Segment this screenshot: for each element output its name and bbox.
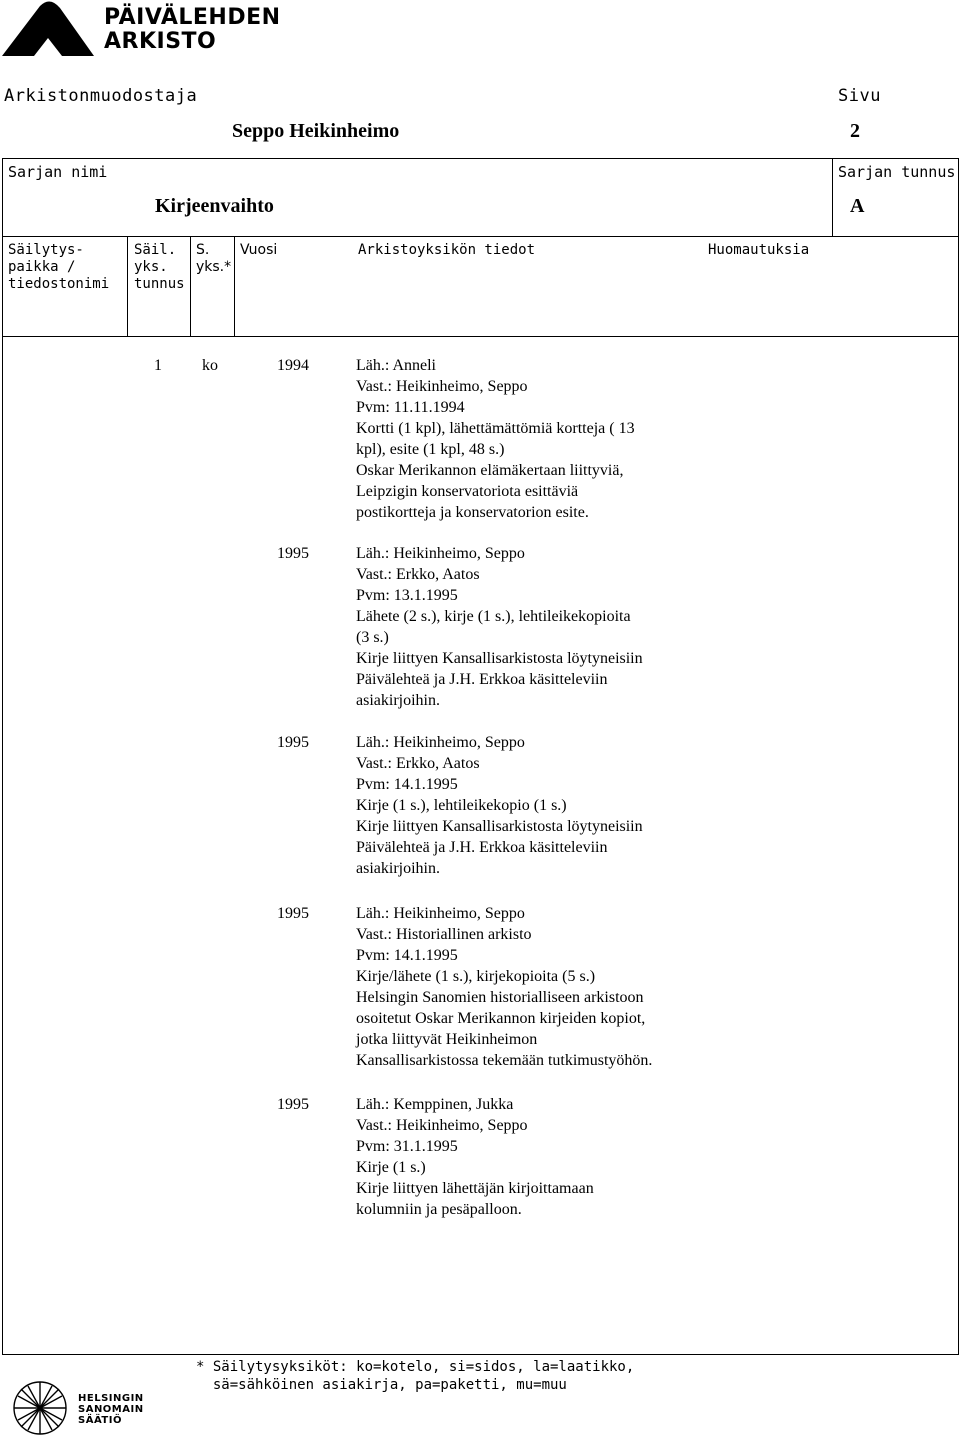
- unit-id: 1: [154, 357, 162, 374]
- unit-type: ko: [202, 357, 218, 374]
- frame-right: [958, 158, 959, 1354]
- helsingin-sanomain-saatio-logo-icon: [8, 1376, 72, 1440]
- col-divider-2: [190, 236, 191, 336]
- series-name: Kirjeenvaihto: [155, 195, 274, 217]
- entry-year: 1995: [277, 905, 309, 922]
- series-id-label: Sarjan tunnus: [838, 163, 956, 181]
- foot-logo-text: HELSINGIN SANOMAIN SÄÄTIÖ: [78, 1393, 144, 1426]
- entry-details: Läh.: Anneli Vast.: Heikinheimo, Seppo Pvm: 11.11.1994 Kortti (1 kpl), lähettämättömiä kortteja ( 13 kpl), esite (1 kpl, 48 s.) Oskar Merikannon elämäkertaan liittyviä, Leipzigin konservatoriota esittäviä postikortteja ja konservatorion esite.: [356, 357, 635, 521]
- frame-bottom: [2, 1354, 959, 1355]
- logo-line-1: PÄIVÄLEHDEN: [104, 5, 281, 30]
- entry-year: 1995: [277, 734, 309, 751]
- col-header-unit-id: Säil. yks. tunnus: [134, 242, 185, 292]
- entry-details: Läh.: Heikinheimo, Seppo Vast.: Historiallinen arkisto Pvm: 14.1.1995 Kirje/lähete (1 s.), kirjekopioita (5 s.) Helsingin Sanomien historialliseen arkistoon osoitetut Oskar Merikannon kirjeiden kopiot, jotka liittyvät Heikinheimon Kansallisarkistossa tekemään tutkimustyöhön.: [356, 905, 653, 1069]
- entry-details: Läh.: Heikinheimo, Seppo Vast.: Erkko, Aatos Pvm: 14.1.1995 Kirje (1 s.), lehtileikekopio (1 s.) Kirje liittyen Kansallisarkistosta löytyneisiin Päivälehteä ja J.H. Erkkoa käsitteleviin asiakirjoihin.: [356, 734, 643, 877]
- archive-creator-label: Arkistonmuodostaja: [4, 86, 198, 106]
- series-box-bottom: [2, 236, 959, 237]
- series-box-divider: [832, 158, 833, 236]
- entry-year: 1995: [277, 1096, 309, 1113]
- archive-creator-name: Seppo Heikinheimo: [232, 120, 400, 142]
- page-label: Sivu: [838, 86, 881, 106]
- col-header-unit-type: S. yks.*: [196, 242, 232, 275]
- series-name-label: Sarjan nimi: [8, 163, 108, 181]
- paivalehden-arkisto-logo-icon: [0, 0, 96, 60]
- logo-text: [104, 6, 281, 54]
- column-header-bottom: [2, 336, 959, 337]
- page-number: 2: [850, 120, 860, 142]
- entry-year: 1994: [277, 357, 309, 374]
- logo-line-2: ARKISTO: [104, 29, 217, 54]
- entry-year: 1995: [277, 545, 309, 562]
- frame-left: [2, 158, 3, 1354]
- col-divider-1: [127, 236, 128, 336]
- col-header-year: Vuosi: [240, 242, 278, 258]
- series-id: A: [850, 195, 865, 217]
- col-header-storage: Säilytys- paikka / tiedostonimi: [8, 242, 110, 292]
- entry-details: Läh.: Heikinheimo, Seppo Vast.: Erkko, Aatos Pvm: 13.1.1995 Lähete (2 s.), kirje (1 s.), lehtileikekopioita (3 s.) Kirje liittyen Kansallisarkistosta löytyneisiin Päivälehteä ja J.H. Erkkoa käsitteleviin asiakirjoihin.: [356, 545, 643, 709]
- entry-details: Läh.: Kemppinen, Jukka Vast.: Heikinheimo, Seppo Pvm: 31.1.1995 Kirje (1 s.) Kirje liittyen lähettäjän kirjoittamaan kolumniin ja pesäpalloon.: [356, 1096, 594, 1218]
- storage-unit-footnote: * Säilytysyksiköt: ko=kotelo, si=sidos, la=laatikko, sä=sähköinen asiakirja, pa=paketti, mu=muu: [196, 1359, 635, 1393]
- col-header-details: Arkistoyksikön tiedot: [358, 242, 536, 258]
- col-header-remarks: Huomautuksia: [708, 242, 810, 258]
- series-box-top: [2, 158, 959, 159]
- col-divider-3: [234, 236, 235, 336]
